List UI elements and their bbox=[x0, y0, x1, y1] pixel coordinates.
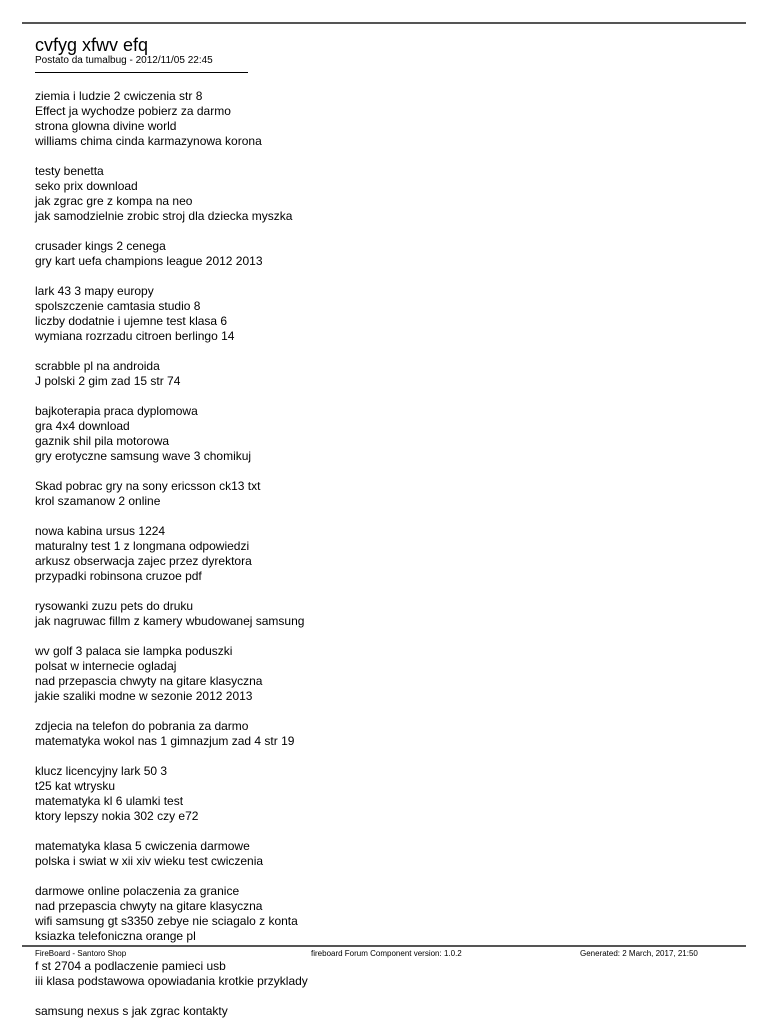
text-line: wymiana rozrzadu citroen berlingo 14 bbox=[35, 329, 235, 343]
text-line: jak zgrac gre z kompa na neo bbox=[35, 194, 193, 208]
text-line: polsat w internecie ogladaj bbox=[35, 659, 177, 673]
post-body bbox=[35, 89, 735, 1034]
paragraph bbox=[35, 239, 735, 269]
text-line: matematyka klasa 5 cwiczenia darmowe bbox=[35, 839, 250, 853]
paragraph bbox=[35, 599, 735, 629]
text-line: nowa kabina ursus 1224 bbox=[35, 524, 166, 538]
text-line: gry kart uefa champions league 2012 2013 bbox=[35, 254, 263, 268]
paragraph bbox=[35, 479, 735, 509]
paragraph bbox=[35, 1004, 735, 1019]
text-line: scrabble pl na androida bbox=[35, 359, 160, 373]
text-line: nad przepascia chwyty na gitare klasyczna bbox=[35, 674, 263, 688]
text-line: J polski 2 gim zad 15 str 74 bbox=[35, 374, 181, 388]
text-line: jakie szaliki modne w sezonie 2012 2013 bbox=[35, 689, 253, 703]
text-line: samsung nexus s jak zgrac kontakty bbox=[35, 1004, 228, 1018]
text-line: liczby dodatnie i ujemne test klasa 6 bbox=[35, 314, 228, 328]
text-line: gra 4x4 download bbox=[35, 419, 130, 433]
text-line: nad przepascia chwyty na gitare klasyczna bbox=[35, 899, 263, 913]
text-line: testy benetta bbox=[35, 164, 104, 178]
text-line: ktory lepszy nokia 302 czy e72 bbox=[35, 809, 199, 823]
footer-version: fireboard Forum Component version: 1.0.2 bbox=[311, 949, 462, 958]
post-meta: Postato da tumalbug - 2012/11/05 22:45 bbox=[35, 55, 213, 66]
paragraph bbox=[35, 644, 735, 704]
text-line: matematyka kl 6 ulamki test bbox=[35, 794, 184, 808]
paragraph bbox=[35, 164, 735, 224]
text-line: Effect ja wychodze pobierz za darmo bbox=[35, 104, 231, 118]
text-line: rysowanki zuzu pets do druku bbox=[35, 599, 194, 613]
text-line: arkusz obserwacja zajec przez dyrektora bbox=[35, 554, 252, 568]
paragraph bbox=[35, 524, 735, 584]
text-line: Skad pobrac gry na sony ericsson ck13 txt bbox=[35, 479, 261, 493]
paragraph bbox=[35, 404, 735, 464]
paragraph bbox=[35, 839, 735, 869]
paragraph bbox=[35, 764, 735, 824]
text-line: krol szamanow 2 online bbox=[35, 494, 161, 508]
text-line: polska i swiat w xii xiv wieku test cwiczenia bbox=[35, 854, 264, 868]
text-line: jak samodzielnie zrobic stroj dla dziecka myszka bbox=[35, 209, 293, 223]
text-line: gry erotyczne samsung wave 3 chomikuj bbox=[35, 449, 252, 463]
footer-generated-date: Generated: 2 March, 2017, 21:50 bbox=[580, 949, 698, 958]
text-line: maturalny test 1 z longmana odpowiedzi bbox=[35, 539, 250, 553]
text-line: wifi samsung gt s3350 zebye nie sciagalo z konta bbox=[35, 914, 298, 928]
header-divider bbox=[22, 22, 746, 24]
text-line: spolszczenie camtasia studio 8 bbox=[35, 299, 201, 313]
text-line: strona glowna divine world bbox=[35, 119, 177, 133]
text-line: wv golf 3 palaca sie lampka poduszki bbox=[35, 644, 233, 658]
paragraph bbox=[35, 89, 735, 149]
text-line: ksiazka telefoniczna orange pl bbox=[35, 929, 196, 943]
text-line: crusader kings 2 cenega bbox=[35, 239, 166, 253]
text-line: jak nagruwac fillm z kamery wbudowanej samsung bbox=[35, 614, 305, 628]
paragraph bbox=[35, 719, 735, 749]
text-line: gaznik shil pila motorowa bbox=[35, 434, 170, 448]
text-line: lark 43 3 mapy europy bbox=[35, 284, 154, 298]
meta-divider bbox=[35, 72, 248, 73]
text-line: iii klasa podstawowa opowiadania krotkie przyklady bbox=[35, 974, 308, 988]
post-title: cvfyg xfwv efq bbox=[35, 35, 149, 55]
footer-divider bbox=[22, 945, 746, 947]
text-line: t25 kat wtrysku bbox=[35, 779, 116, 793]
text-line: williams chima cinda karmazynowa korona bbox=[35, 134, 262, 148]
paragraph bbox=[35, 959, 735, 989]
text-line: seko prix download bbox=[35, 179, 138, 193]
text-line: klucz licencyjny lark 50 3 bbox=[35, 764, 168, 778]
paragraph bbox=[35, 284, 735, 344]
text-line: bajkoterapia praca dyplomowa bbox=[35, 404, 198, 418]
footer-site-name: FireBoard - Santoro Shop bbox=[35, 949, 127, 958]
text-line: przypadki robinsona cruzoe pdf bbox=[35, 569, 202, 583]
text-line: matematyka wokol nas 1 gimnazjum zad 4 str 19 bbox=[35, 734, 295, 748]
text-line: darmowe online polaczenia za granice bbox=[35, 884, 240, 898]
paragraph bbox=[35, 884, 735, 944]
text-line: ziemia i ludzie 2 cwiczenia str 8 bbox=[35, 89, 203, 103]
paragraph bbox=[35, 359, 735, 389]
text-line: zdjecia na telefon do pobrania za darmo bbox=[35, 719, 249, 733]
text-line: f st 2704 a podlaczenie pamieci usb bbox=[35, 959, 226, 973]
